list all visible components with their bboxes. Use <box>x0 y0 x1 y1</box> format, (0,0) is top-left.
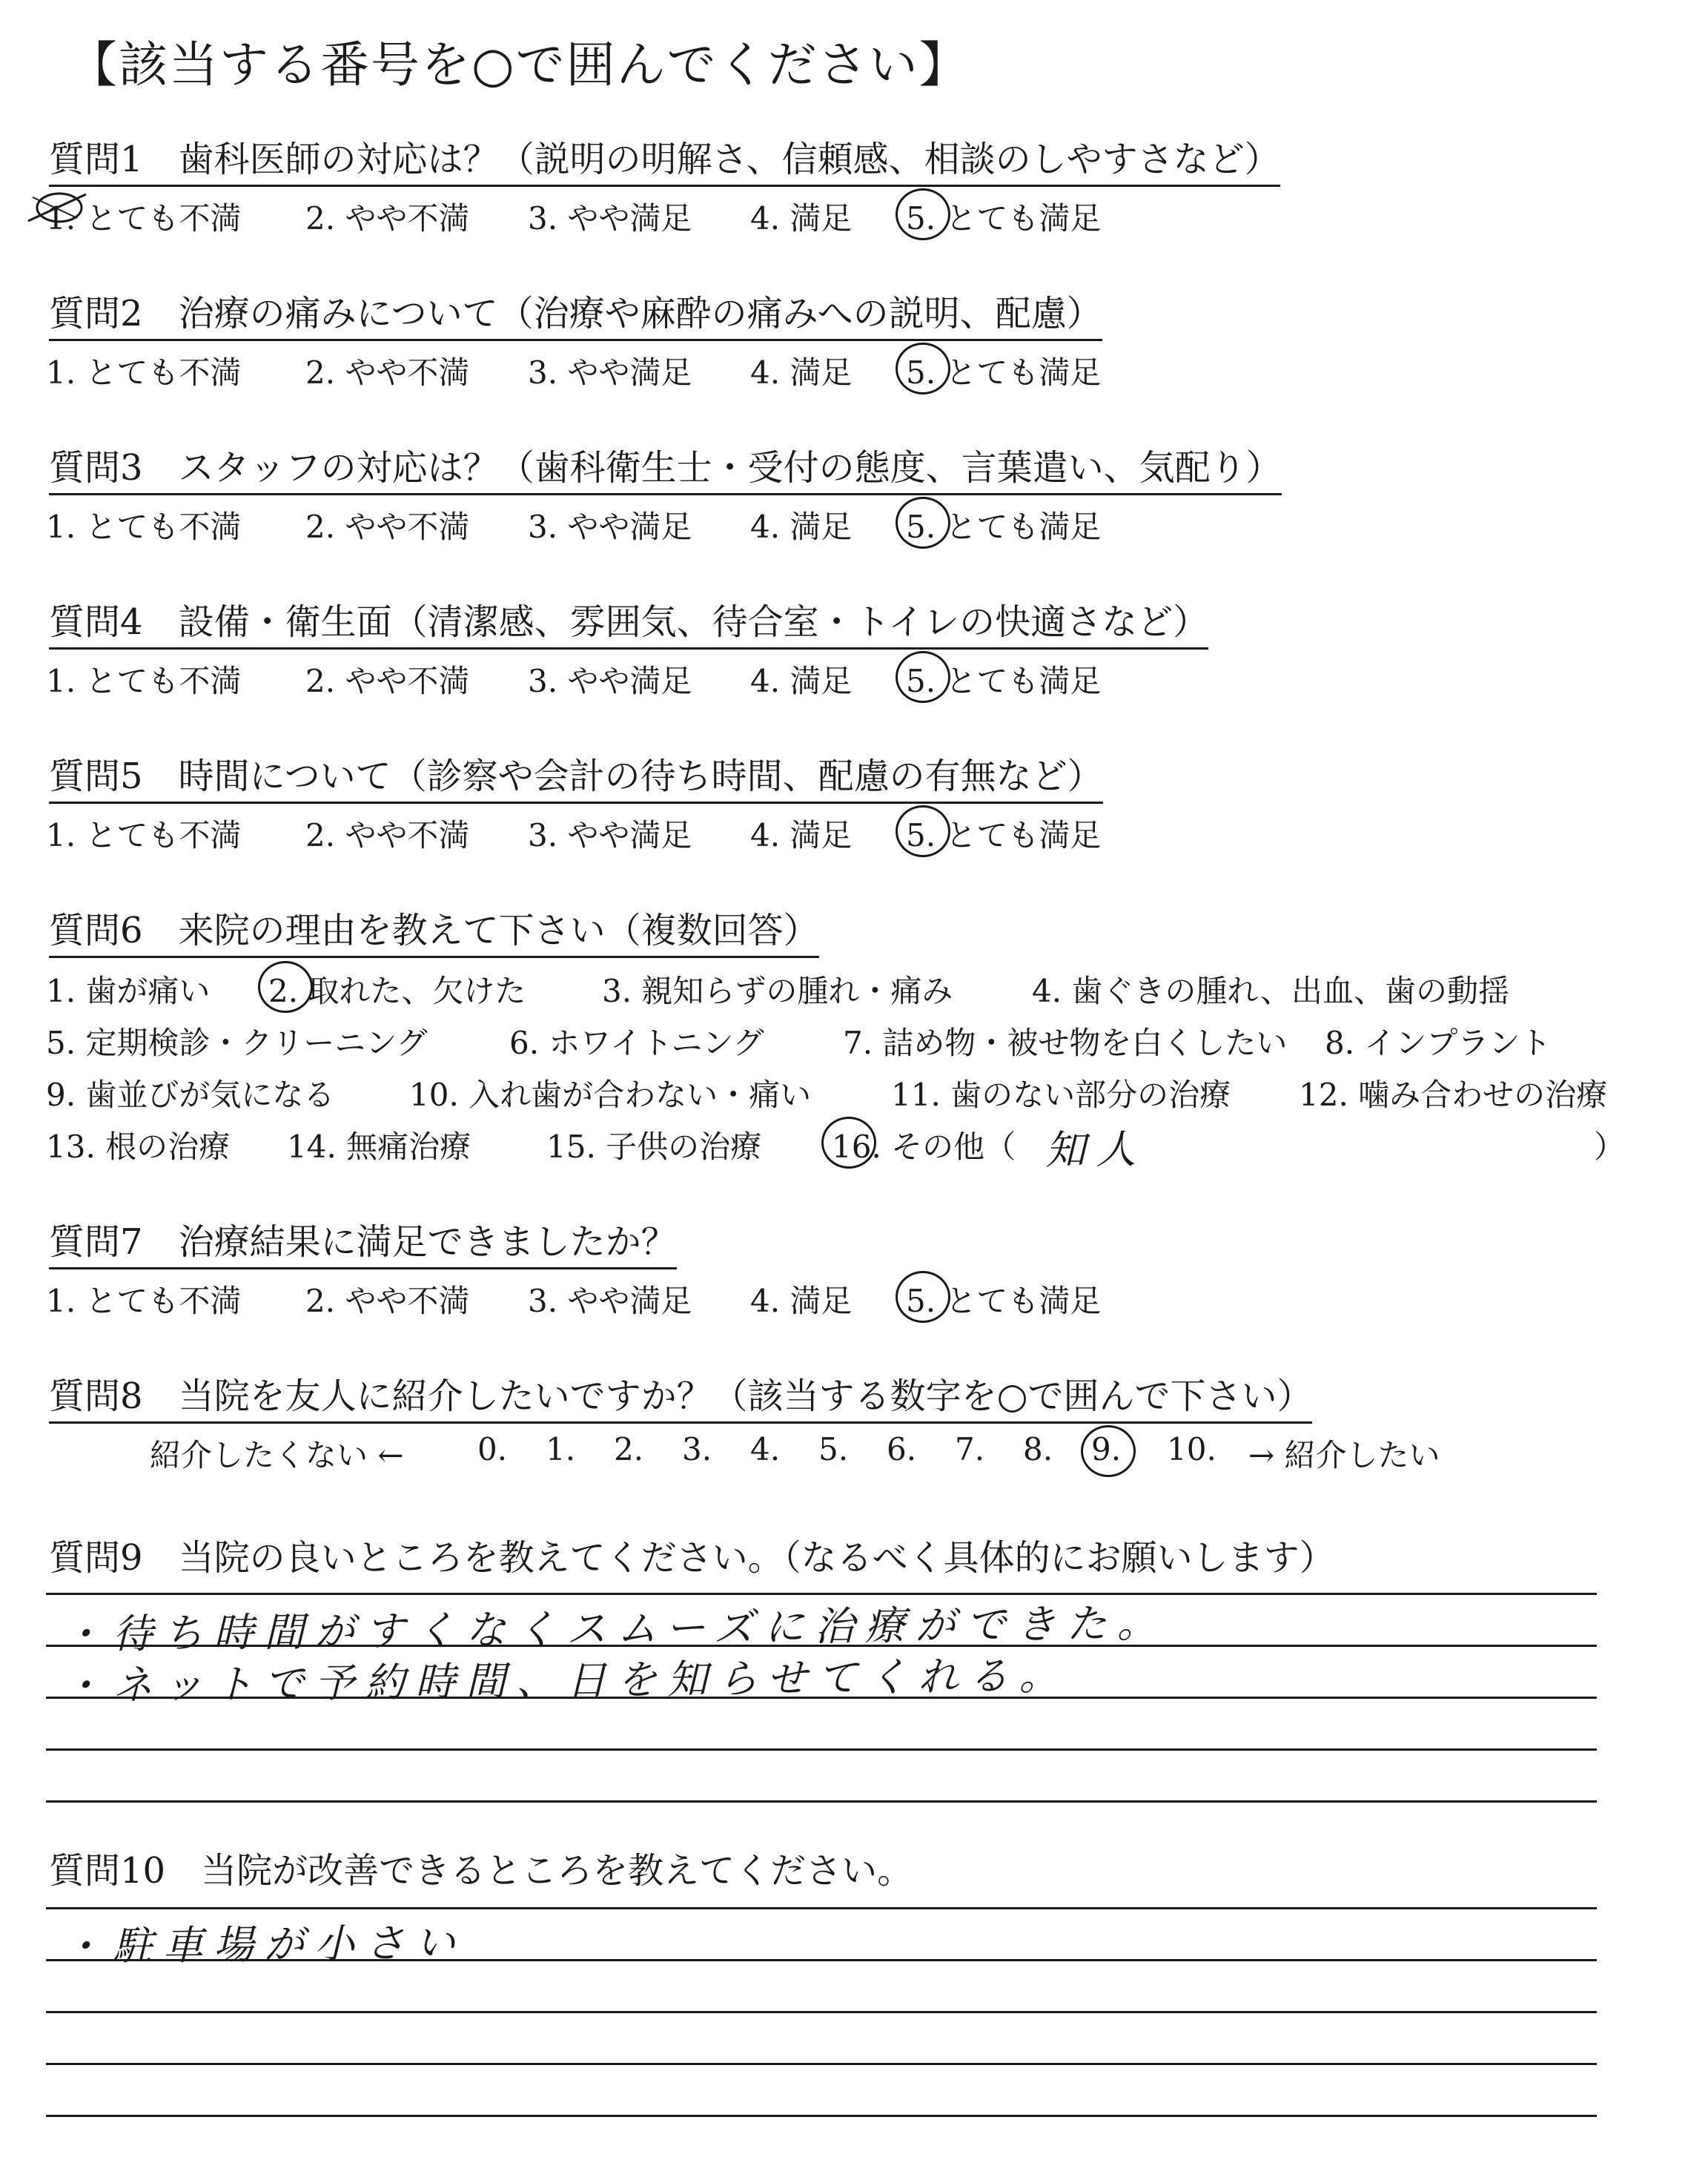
q10-answer-line-5 <box>46 2115 1597 2117</box>
q4-option-3[interactable]: 3. やや満足 <box>528 663 692 699</box>
q10-answer-1[interactable]: ・駐車場が小さい <box>62 1919 466 1970</box>
q2-option-2[interactable]: 2. やや不満 <box>305 354 470 391</box>
q1-option-5[interactable]: 5. とても満足 <box>906 194 1101 239</box>
question-10-label: 質問10 <box>49 1850 166 1892</box>
q10-answer-line-2 <box>46 1959 1597 1961</box>
q8-scale-9[interactable]: 9. <box>1091 1431 1122 1467</box>
q3-option-3[interactable]: 3. やや満足 <box>528 509 692 545</box>
q8-scale-8[interactable]: 8. <box>1023 1431 1053 1467</box>
q1-option-2[interactable]: 2. やや不満 <box>305 200 470 237</box>
q8-scale-7[interactable]: 7. <box>955 1431 985 1467</box>
q1-option-4[interactable]: 4. 満足 <box>750 200 853 237</box>
q4-option-1[interactable]: 1. とても不満 <box>46 663 242 699</box>
question-4-label: 質問4 <box>49 601 143 643</box>
q6-option-5[interactable]: 5. 定期検診・クリーニング <box>46 1025 428 1061</box>
q5-option-1[interactable]: 1. とても不満 <box>46 817 242 853</box>
question-2-label: 質問2 <box>49 293 143 334</box>
question-3-label: 質問3 <box>49 447 143 489</box>
question-6-text: 来院の理由を教えて下さい（複数回答） <box>178 910 819 951</box>
q6-option-16[interactable]: 16. その他（ <box>832 1123 1016 1167</box>
question-2-heading <box>49 285 1102 341</box>
q5-option-2[interactable]: 2. やや不満 <box>305 817 470 853</box>
question-5-text: 時間について（診察や会計の待ち時間、配慮の有無など） <box>178 756 1103 797</box>
q6-option-4[interactable]: 4. 歯ぐきの腫れ、出血、歯の動揺 <box>1032 973 1509 1009</box>
q8-scale-0[interactable]: 0. <box>477 1431 508 1467</box>
q4-option-5[interactable]: 5. とても満足 <box>906 657 1101 701</box>
q3-option-2[interactable]: 2. やや不満 <box>305 509 470 545</box>
q2-option-3[interactable]: 3. やや満足 <box>528 354 692 391</box>
question-3-text: スタッフの対応は？（歯科衛生士・受付の態度、言葉遣い、気配り） <box>178 447 1282 489</box>
q8-scale-3[interactable]: 3. <box>682 1431 712 1467</box>
question-4-heading <box>49 593 1208 650</box>
question-9-label: 質問9 <box>49 1537 143 1579</box>
q8-right-label: → 紹介したい <box>1248 1437 1440 1473</box>
question-9-heading <box>49 1529 1335 1583</box>
q1-option-3[interactable]: 3. やや満足 <box>528 200 692 237</box>
q10-answer-line-3 <box>46 2011 1597 2013</box>
q2-option-1[interactable]: 1. とても不満 <box>46 354 242 391</box>
question-1-text: 歯科医師の対応は？（説明の明解さ、信頼感、相談のしやすさなど） <box>178 139 1280 180</box>
q6-other-handwritten: 知人 <box>1045 1126 1147 1174</box>
q6-other-close-paren: ） <box>1594 1129 1626 1165</box>
question-1-label: 質問1 <box>49 139 143 180</box>
question-6-heading <box>49 902 819 958</box>
q6-option-8[interactable]: 8. インプラント <box>1325 1025 1552 1061</box>
question-7-heading <box>49 1213 677 1269</box>
q5-option-5[interactable]: 5. とても満足 <box>906 811 1101 856</box>
q4-option-4[interactable]: 4. 満足 <box>750 663 853 699</box>
q7-option-4[interactable]: 4. 満足 <box>750 1283 853 1319</box>
q6-option-13[interactable]: 13. 根の治療 <box>46 1129 231 1165</box>
q6-option-10[interactable]: 10. 入れ歯が合わない・痛い <box>409 1077 812 1113</box>
q7-option-2[interactable]: 2. やや不満 <box>305 1283 470 1319</box>
q6-option-1[interactable]: 1. 歯が痛い <box>46 973 211 1009</box>
question-8-label: 質問8 <box>49 1375 143 1417</box>
q1-crossed-circle-mark <box>25 191 89 224</box>
question-4-text: 設備・衛生面（清潔感、雰囲気、待合室・トイレの快適さなど） <box>178 601 1209 643</box>
question-10-text: 当院が改善できるところを教えてください。 <box>201 1850 913 1892</box>
q3-option-1[interactable]: 1. とても不満 <box>46 509 242 545</box>
question-5-label: 質問5 <box>49 756 143 797</box>
question-7-text: 治療結果に満足できましたか？ <box>178 1221 677 1263</box>
question-2-text: 治療の痛みについて（治療や麻酔の痛みへの説明、配慮） <box>178 293 1102 334</box>
q2-option-5[interactable]: 5. とても満足 <box>906 349 1101 393</box>
q9-answer-line-5 <box>46 1800 1597 1803</box>
question-1-heading <box>49 131 1280 187</box>
q5-option-4[interactable]: 4. 満足 <box>750 817 853 853</box>
page-title: 【該当する番号を○で囲んでください】 <box>68 36 970 93</box>
q8-scale-4[interactable]: 4. <box>750 1431 781 1467</box>
q6-option-2[interactable]: 2. 取れた、欠けた <box>268 967 526 1011</box>
q6-option-7[interactable]: 7. 詰め物・被せ物を白くしたい <box>843 1025 1288 1061</box>
q6-option-11[interactable]: 11. 歯のない部分の治療 <box>891 1077 1231 1113</box>
question-3-heading <box>49 439 1282 495</box>
question-10-heading <box>49 1842 913 1896</box>
q6-option-6[interactable]: 6. ホワイトニング <box>509 1025 764 1061</box>
q3-option-4[interactable]: 4. 満足 <box>750 509 853 545</box>
q9-answer-1[interactable]: ・待ち時間がすくなくスムーズに治療ができた。 <box>62 1599 1168 1658</box>
q8-scale-6[interactable]: 6. <box>887 1431 917 1467</box>
question-8-text: 当院を友人に紹介したいですか？（該当する数字を○で囲んで下さい） <box>178 1375 1313 1417</box>
q8-left-label: 紹介したくない ← <box>150 1437 404 1473</box>
q6-option-15[interactable]: 15. 子供の治療 <box>546 1129 762 1165</box>
question-7-label: 質問7 <box>49 1221 143 1263</box>
q6-option-9[interactable]: 9. 歯並びが気になる <box>46 1077 335 1113</box>
q2-option-4[interactable]: 4. 満足 <box>750 354 853 391</box>
q5-option-3[interactable]: 3. やや満足 <box>528 817 692 853</box>
q7-option-3[interactable]: 3. やや満足 <box>528 1283 692 1319</box>
q3-option-5[interactable]: 5. とても満足 <box>906 503 1101 547</box>
q4-option-2[interactable]: 2. やや不満 <box>305 663 470 699</box>
question-5-heading <box>49 747 1103 804</box>
q8-scale-10[interactable]: 10. <box>1167 1431 1217 1467</box>
q9-answer-2[interactable]: ・ネットで予約時間、日を知らせてくれる。 <box>62 1651 1070 1710</box>
q1-option-1[interactable]: 1. とても不満 <box>46 200 242 237</box>
q6-option-12[interactable]: 12. 噛み合わせの治療 <box>1299 1077 1608 1113</box>
question-8-heading <box>49 1367 1312 1424</box>
question-9-text: 当院の良いところを教えてください。（なるべく具体的にお願いします） <box>178 1537 1335 1579</box>
q7-option-1[interactable]: 1. とても不満 <box>46 1283 242 1319</box>
q6-option-3[interactable]: 3. 親知らずの腫れ・痛み <box>602 973 953 1009</box>
q9-answer-line-3 <box>46 1697 1597 1699</box>
q8-scale-5[interactable]: 5. <box>818 1431 849 1467</box>
question-6-label: 質問6 <box>49 910 143 951</box>
q10-answer-line-1 <box>46 1907 1597 1909</box>
q7-option-5[interactable]: 5. とても満足 <box>906 1277 1101 1321</box>
q9-answer-line-1 <box>46 1593 1597 1595</box>
q6-option-14[interactable]: 14. 無痛治療 <box>287 1129 471 1165</box>
q8-scale-1[interactable]: 1. <box>546 1431 576 1467</box>
q9-answer-line-4 <box>46 1748 1597 1751</box>
q10-answer-line-4 <box>46 2063 1597 2065</box>
q8-scale-2[interactable]: 2. <box>614 1431 644 1467</box>
